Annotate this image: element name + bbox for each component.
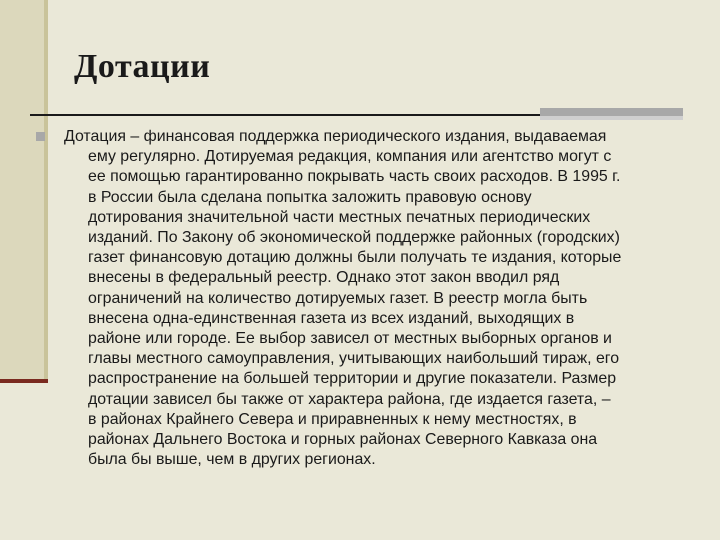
paragraph-line: газет финансовую дотацию должны были получать те издания, которые (88, 249, 622, 267)
left-bar-bottom-accent (0, 379, 48, 383)
title-underline (30, 114, 548, 116)
paragraph-line: районах Дальнего Востока и горных районах Северного Кавказа она (88, 431, 598, 449)
bullet-square-icon (36, 132, 45, 141)
paragraph-line: ему регулярно. Дотируемая редакция, компания или агентство могут с (88, 148, 612, 166)
paragraph-line: Дотация – финансовая поддержка периодического издания, выдаваемая (64, 128, 607, 145)
paragraph-line: внесены в федеральный реестр. Однако этот закон вводил ряд (88, 269, 560, 287)
paragraph-line: в районах Крайнего Севера и приравненных к нему местностях, в (88, 410, 577, 428)
left-decorative-bar (0, 0, 48, 383)
paragraph-line: ограничений на количество дотируемых газет. В реестр могла быть (88, 289, 588, 307)
left-bar-edge (44, 0, 48, 383)
slide-title: Дотации (74, 48, 211, 85)
paragraph-line: дотирования значительной части местных печатных периодических (88, 208, 591, 226)
paragraph-line: главы местного самоуправления, учитывающих наибольший тираж, его (88, 350, 620, 368)
title-accent-block-shadow (540, 116, 683, 120)
paragraph-line: ее помощью гарантированно покрывать часть своих расходов. В 1995 г. (88, 168, 621, 186)
paragraph-line: в России была сделана попытка заложить правовую основу (88, 188, 532, 206)
paragraph-line: была бы выше, чем в других регионах. (88, 451, 376, 469)
paragraph-line: районе или городе. Ее выбор зависел от местных выборных органов и (88, 330, 612, 348)
paragraph-line: распространение на большей территории и другие показатели. Размер (88, 370, 617, 388)
paragraph-line: внесена одна-единственная газета из всех изданий, выходящих в (88, 309, 575, 327)
paragraph-line: изданий. По Закону об экономической поддержке районных (городских) (88, 229, 620, 247)
body-paragraph (64, 127, 700, 470)
title-accent-block (540, 108, 683, 116)
paragraph-line: дотации зависел бы также от характера района, где издается газета, – (88, 390, 611, 408)
